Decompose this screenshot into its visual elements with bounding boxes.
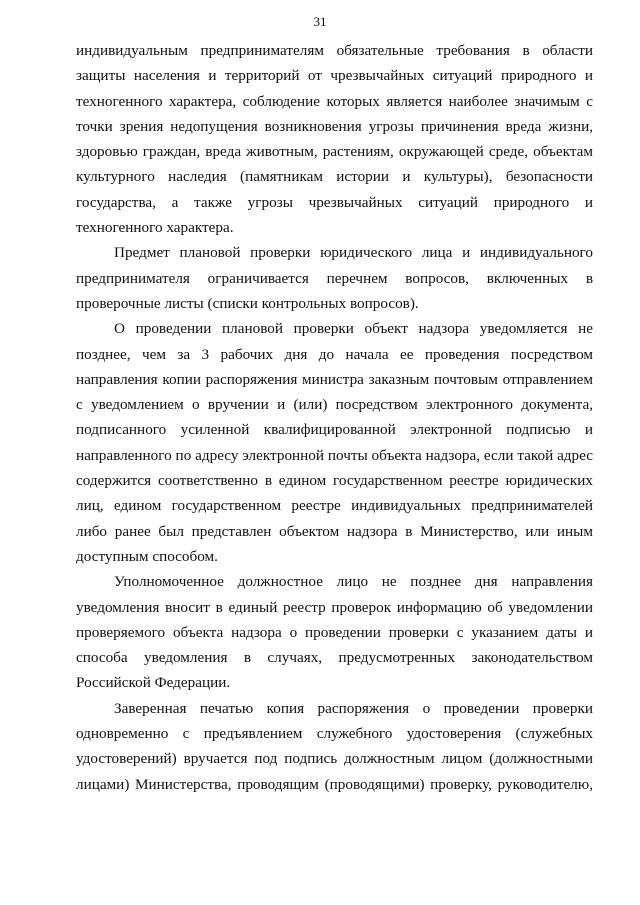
paragraph-4: Уполномоченное должностное лицо не позднее дня направления уведомления вносит в единый реестр проверок информацию об уведомлении проверяемого объекта надзора о проведении проверки с указанием даты и способа уведомления в случаях, предусмотренных законодательством Российской Федерации. — [76, 573, 593, 692]
paragraph-3: О проведении плановой проверки объект надзора уведомляется не позднее, чем за 3 рабочих дня до начала ее проведения посредством направления копии распоряжения министра заказным почтовым отправлением с уведомлением о вручении и (или) посредством электронного документа, подписанного усиленной квалифицированной электронной подписью и направленного по адресу электронной почты объекта надзора, если такой адрес содержится соответственно в едином государственном реестре юридических лиц, едином государственном реестре индивидуальных предпринимателей либо ранее был представлен объектом надзора в Министерство, или иным доступным способом. — [76, 320, 593, 565]
paragraph-1: индивидуальным предпринимателям обязательные требования в области защиты населения и территорий от чрезвычайных ситуаций природного и техногенного характера, соблюдение которых является наиболее значимым с точки зрения недопущения возникновения угрозы причинения вреда жизни, здоровью граждан, вреда животным, растениям, окружающей среде, объектам культурного наследия (памятникам истории и культуры), безопасности государства, а также угрозы чрезвычайных ситуаций природного и техногенного характера. — [76, 42, 593, 237]
paragraph-5: Заверенная печатью копия распоряжения о проведении проверки одновременно с предъявлением служебного удостоверения (служебных удостоверений) вручается под подпись должностным лицом (должностными лицами) Министерства, проводящим (проводящими) проверку, руководителю, — [76, 699, 593, 793]
paragraph-2: Предмет плановой проверки юридического лица и индивидуального предпринимателя ограничивается перечнем вопросов, включенных в проверочные листы (списки контрольных вопросов). — [76, 244, 593, 312]
page-number: 31 — [313, 14, 327, 29]
document-body — [76, 38, 593, 797]
